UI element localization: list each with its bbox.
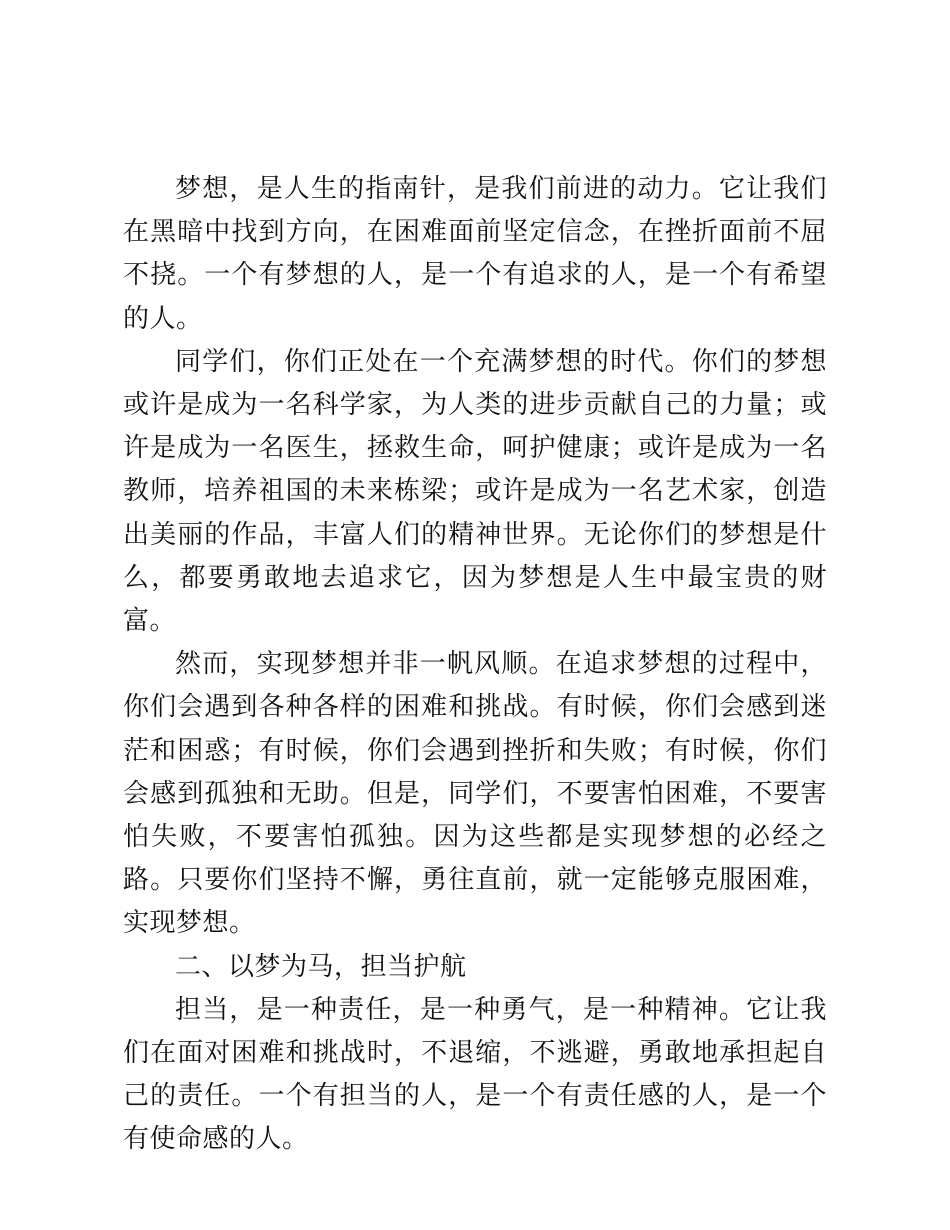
paragraph-era-of-dreams: 同学们，你们正处在一个充满梦想的时代。你们的梦想或许是成为一名科学家，为人类的进步贡献自己的力量；或许是成为一名医生，拯救生命，呵护健康；或许是成为一名教师，培养祖国的未来栋梁；或许是成为一名艺术家，创造出美丽的作品，丰富人们的精神世界。无论你们的梦想是什么，都要勇敢地去追求它，因为梦想是人生中最宝贵的财富。: [123, 346, 827, 637]
paragraph-dream-compass: 梦想，是人生的指南针，是我们前进的动力。它让我们在黑暗中找到方向，在困难面前坚定信念，在挫折面前不屈不挠。一个有梦想的人，是一个有追求的人，是一个有希望的人。: [123, 174, 827, 334]
section-heading: 二、以梦为马，担当护航: [175, 951, 467, 982]
paragraph-responsibility: 担当，是一种责任，是一种勇气，是一种精神。它让我们在面对困难和挑战时，不退缩，不逃避，勇敢地承担起自己的责任。一个有担当的人，是一个有责任感的人，是一个有使命感的人。: [123, 994, 827, 1155]
document-body: [123, 168, 827, 1162]
paragraph-difficulties: 然而，实现梦想并非一帆风顺。在追求梦想的过程中，你们会遇到各种各样的困难和挑战。有时候，你们会感到迷茫和困惑；有时候，你们会遇到挫折和失败；有时候，你们会感到孤独和无助。但是，同学们，不要害怕困难，不要害怕失败，不要害怕孤独。因为这些都是实现梦想的必经之路。只要你们坚持不懈，勇往直前，就一定能够克服困难，实现梦想。: [123, 649, 827, 939]
